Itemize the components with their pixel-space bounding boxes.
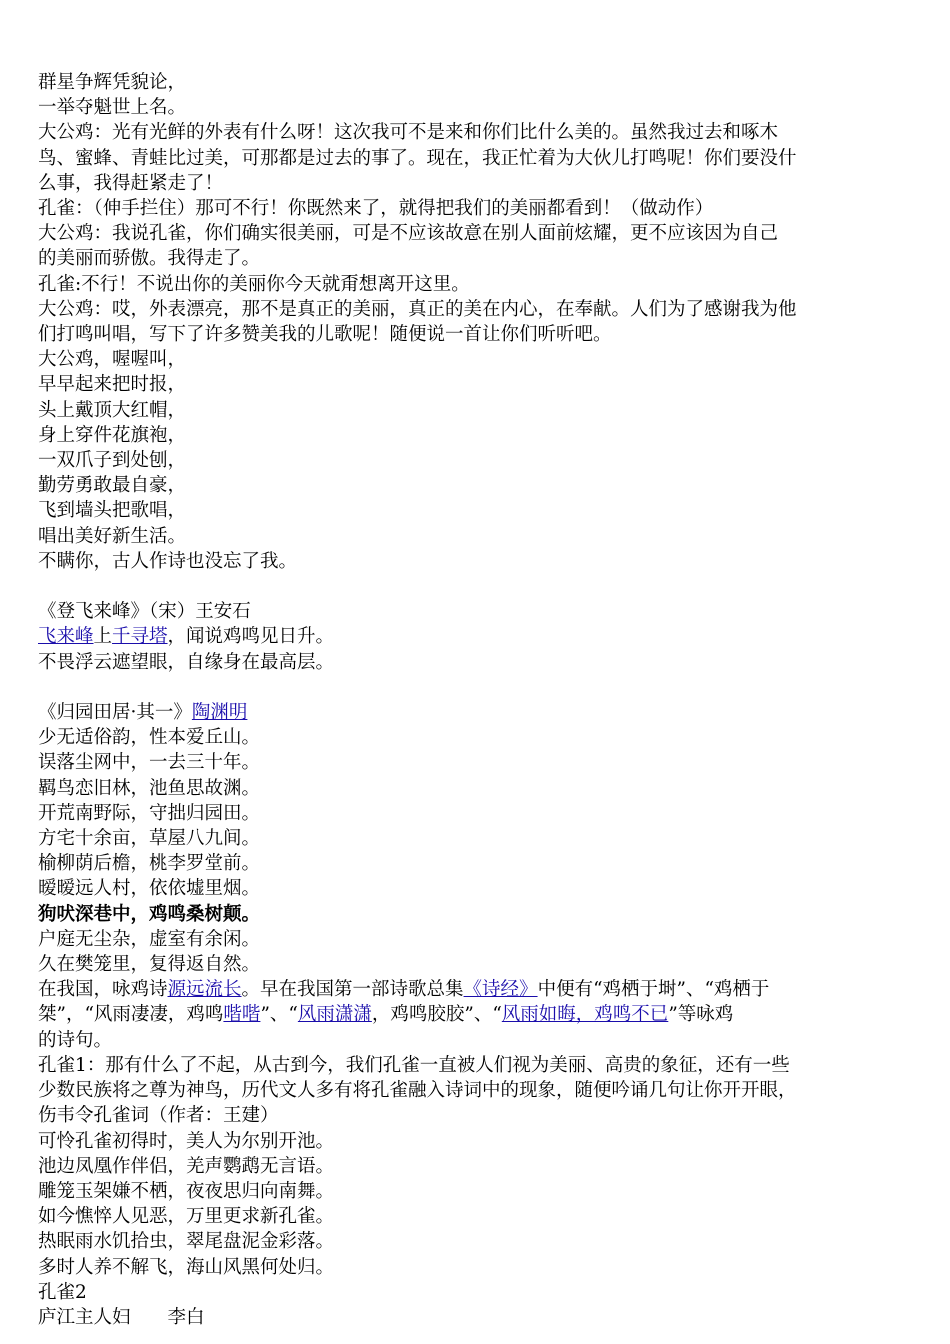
text-line — [38, 1053, 918, 1078]
text-segment: 飞到墙头把歌唱， — [38, 500, 187, 522]
text-line — [38, 1002, 918, 1027]
text-segment: 群星争辉凭貌论， — [38, 72, 187, 93]
text-segment: 误落尘网中，一去三十年。 — [38, 752, 261, 774]
text-segment: 的美丽而骄傲。我得走了。 — [38, 248, 261, 270]
text-line — [38, 372, 918, 397]
text-segment: 大公鸡，喔喔叫， — [38, 349, 187, 371]
text-line — [38, 650, 918, 675]
text-segment: 伤韦令孔雀词（作者：王建） — [38, 1105, 279, 1127]
bold-text: 狗吠深巷中，鸡鸣桑树颠。 — [38, 903, 261, 925]
text-line — [38, 1229, 918, 1254]
hyperlink[interactable]: 喈喈 — [223, 1004, 261, 1026]
hyperlink[interactable]: 源远流长 — [167, 979, 242, 1001]
text-line — [38, 801, 918, 826]
text-segment: 多时人养不解飞，海山风黑何处归。 — [38, 1256, 335, 1278]
text-segment: 雕笼玉架嫌不栖，夜夜思归向南舞。 — [38, 1180, 335, 1202]
text-segment: 头上戴顶大红帽， — [38, 399, 187, 421]
text-segment: 大公鸡：光有光鲜的外表有什么呀！这次我可不是来和你们比什么美的。虽然我过去和啄木 — [38, 122, 779, 144]
document-body — [38, 70, 918, 1330]
text-segment: 上 — [93, 626, 113, 648]
text-segment: 大公鸡：哎，外表漂亮，那不是真正的美丽，真正的美在内心，在奉献。人们为了感谢我为他 — [38, 298, 797, 320]
text-segment: 不瞒你，古人作诗也没忘了我。 — [38, 550, 298, 572]
text-line — [38, 1129, 918, 1154]
text-segment: ”等咏鸡 — [668, 1004, 734, 1026]
text-segment: 鸟、蜜蜂、青蛙比过美，可那都是过去的事了。现在，我正忙着为大伙儿打鸣呢！你们要没什 — [38, 147, 797, 169]
text-line — [38, 952, 918, 977]
hyperlink[interactable]: 千寻塔 — [112, 626, 168, 648]
text-line — [38, 272, 918, 297]
text-segment: 少数民族将之尊为神鸟，历代文人多有将孔雀融入诗词中的现象，随便吟诵几句让你开开眼， — [38, 1080, 797, 1102]
text-line — [38, 851, 918, 876]
text-line — [38, 1154, 918, 1179]
text-line — [38, 347, 918, 372]
text-segment: 孔雀2 — [38, 1281, 87, 1303]
text-line — [38, 398, 918, 423]
text-line — [38, 549, 918, 574]
text-segment: ，闻说鸡鸣见日升。 — [167, 626, 335, 648]
hyperlink[interactable]: 风雨如晦，鸡鸣不已 — [501, 1004, 669, 1026]
text-segment: 榆柳荫后檐，桃李罗堂前。 — [38, 853, 261, 875]
hyperlink[interactable]: 《诗经》 — [463, 979, 538, 1001]
text-segment: 羁鸟恋旧林，池鱼思故渊。 — [38, 777, 261, 799]
text-segment: 可怜孔雀初得时，美人为尔别开池。 — [38, 1130, 335, 1152]
text-segment: 么事，我得赶紧走了！ — [38, 172, 224, 194]
text-segment: 孔雀1：那有什么了不起，从古到今，我们孔雀一直被人们视为美丽、高贵的象征，还有一些 — [38, 1054, 790, 1076]
text-line — [38, 120, 918, 145]
text-line — [38, 524, 918, 549]
text-segment: 的诗句。 — [38, 1029, 113, 1051]
text-segment: 不畏浮云遮望眼，自缘身在最高层。 — [38, 651, 335, 673]
text-segment: 孔雀：（伸手拦住）那可不行！你既然来了，就得把我们的美丽都看到！（做动作） — [38, 198, 714, 220]
text-segment: 一双爪子到处刨， — [38, 450, 187, 472]
text-segment: ，鸡鸣胶胶”、“ — [371, 1004, 502, 1026]
text-line — [38, 196, 918, 221]
text-line — [38, 95, 918, 120]
text-segment: 们打鸣叫唱，写下了许多赞美我的儿歌呢！随便说一首让你们听听吧。 — [38, 324, 612, 346]
text-line — [38, 700, 918, 725]
text-segment: 唱出美好新生活。 — [38, 525, 187, 547]
text-line — [38, 927, 918, 952]
text-line — [38, 448, 918, 473]
text-segment: 暧暧远人村，依依墟里烟。 — [38, 878, 261, 900]
text-line — [38, 498, 918, 523]
text-segment: 大公鸡：我说孔雀，你们确实很美丽，可是不应该故意在别人面前炫耀，更不应该因为自己 — [38, 223, 779, 245]
text-line — [38, 977, 918, 1002]
text-segment: 。早在我国第一部诗歌总集 — [241, 979, 464, 1001]
text-line — [38, 322, 918, 347]
text-segment: 《登飞来峰》（宋）王安石 — [38, 601, 251, 623]
text-segment: 身上穿件花旗袍， — [38, 424, 187, 446]
text-segment: 池边凤凰作伴侣，羌声鹦鹉无言语。 — [38, 1155, 335, 1177]
text-line — [38, 146, 918, 171]
text-line — [38, 1179, 918, 1204]
blank-line — [38, 675, 918, 700]
hyperlink[interactable]: 风雨潇潇 — [297, 1004, 372, 1026]
text-segment: 少无适俗韵，性本爱丘山。 — [38, 727, 261, 749]
text-line — [38, 599, 918, 624]
text-line — [38, 1204, 918, 1229]
text-line — [38, 221, 918, 246]
text-line — [38, 297, 918, 322]
text-segment: ”、“ — [260, 1004, 298, 1026]
text-segment: 早早起来把时报， — [38, 374, 187, 396]
text-segment: 庐江主人妇 李白 — [38, 1306, 205, 1328]
text-line — [38, 246, 918, 271]
text-segment: 《归园田居·其一》 — [38, 702, 192, 724]
text-line — [38, 725, 918, 750]
text-line — [38, 473, 918, 498]
text-segment: 一举夺魁世上名。 — [38, 97, 187, 119]
text-line — [38, 876, 918, 901]
text-segment: 孔雀:不行！不说出你的美丽你今天就甭想离开这里。 — [38, 273, 470, 295]
text-line — [38, 1028, 918, 1053]
hyperlink[interactable]: 飞来峰 — [38, 626, 94, 648]
text-line — [38, 1305, 918, 1330]
text-line — [38, 423, 918, 448]
text-line — [38, 750, 918, 775]
text-segment: 勤劳勇敢最自豪， — [38, 475, 187, 497]
hyperlink[interactable]: 陶渊明 — [191, 702, 248, 724]
text-segment: 如今憔悴人见恶，万里更求新孔雀。 — [38, 1206, 335, 1228]
text-line — [38, 1255, 918, 1280]
text-segment: 在我国，咏鸡诗 — [38, 979, 168, 1001]
text-line — [38, 70, 918, 95]
blank-line — [38, 574, 918, 599]
text-line — [38, 776, 918, 801]
text-line — [38, 1103, 918, 1128]
text-line — [38, 624, 918, 649]
text-segment: 方宅十余亩，草屋八九间。 — [38, 828, 261, 850]
text-segment: 中便有“鸡栖于埘”、“鸡栖于 — [537, 979, 770, 1001]
text-segment: 热眠雨水饥拾虫，翠尾盘泥金彩落。 — [38, 1231, 335, 1253]
text-line — [38, 826, 918, 851]
text-segment: 开荒南野际，守拙归园田。 — [38, 802, 261, 824]
text-segment: 久在樊笼里，复得返自然。 — [38, 954, 261, 976]
text-segment: 户庭无尘杂，虚室有余闲。 — [38, 928, 261, 950]
text-line — [38, 1280, 918, 1305]
text-segment: 桀”，“风雨凄凄，鸡鸣 — [38, 1004, 224, 1026]
text-line — [38, 171, 918, 196]
text-line — [38, 902, 918, 927]
text-line — [38, 1078, 918, 1103]
